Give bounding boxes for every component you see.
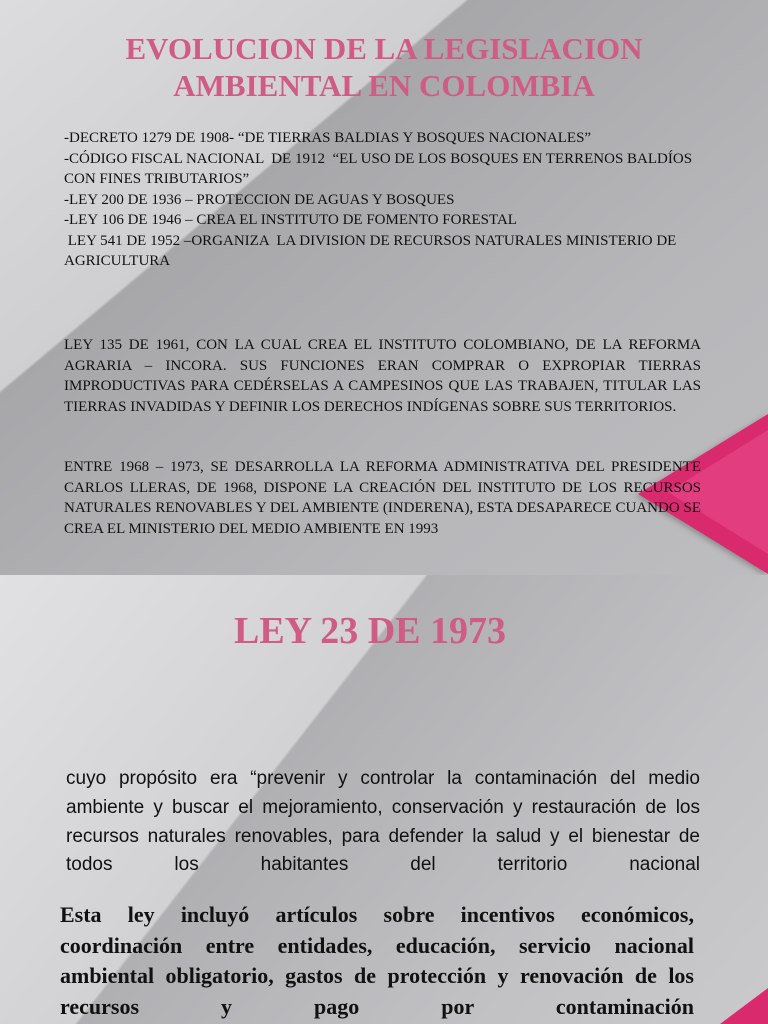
inderena-paragraph: ENTRE 1968 – 1973, SE DESARROLLA LA REFORMA ADMINISTRATIVA DEL PRESIDENTE CARLOS LLERAS, DE 1968, DISPONE LA CREACIÓN DEL INSTITUTO DE LOS RECURSOS NATURALES RENOVABLES Y DEL AMBIENTE (INDERENA), ESTA DESAPARECE CUANDO SE CREA EL MINISTERIO DEL MEDIO AMBIENTE EN 1993 bbox=[64, 459, 701, 537]
law-item: LEY 541 DE 1952 –ORGANIZA LA DIVISION DE RECURSOS NATURALES MINISTERIO DE AGRICULTURA bbox=[64, 232, 680, 269]
law-list bbox=[64, 128, 701, 272]
incora-paragraph: LEY 135 DE 1961, CON LA CUAL CREA EL INSTITUTO COLOMBIANO, DE LA REFORMA AGRARIA – INCORA. SUS FUNCIONES ERAN COMPRAR O EXPROPIAR TIERRAS IMPRODUCTIVAS PARA CEDÉRSELAS A CAMPESINOS QUE LAS TRABAJEN, TITULAR LAS TIERRAS INVADIDAS Y DEFINIR LOS DERECHOS INDÍGENAS SOBRE SUS TERRITORIOS. bbox=[64, 337, 701, 415]
slide-title: EVOLUCION DE LA LEGISLACION AMBIENTAL EN COLOMBIA bbox=[125, 31, 643, 103]
magenta-corner-accent bbox=[720, 988, 768, 1024]
law-item: -CÓDIGO FISCAL NACIONAL DE 1912 “EL USO DE LOS BOSQUES EN TERRENOS BALDÍOS CON FINES TRIBUTARIOS” bbox=[64, 150, 696, 187]
law-item: -LEY 106 DE 1946 – CREA EL INSTITUTO DE FOMENTO FORESTAL bbox=[64, 212, 517, 228]
law-item: -LEY 200 DE 1936 – PROTECCION DE AGUAS Y BOSQUES bbox=[64, 191, 455, 208]
slide-ley-23 bbox=[0, 575, 768, 1024]
purpose-paragraph: cuyo propósito era “prevenir y controlar la contaminación del medio ambiente y buscar el mejoramiento, conservación y restauración de los recursos naturales renovables, para defender la salud y el bienestar de todos los habitantes del territorio nacional bbox=[66, 768, 700, 876]
includes-paragraph: Esta ley incluyó artículos sobre incentivos económicos, coordinación entre entidades, educación, servicio nacional ambiental obligatorio, gastos de protección y renovación de los recursos y pago por contaminación bbox=[60, 902, 694, 1019]
law-item: -DECRETO 1279 DE 1908- “DE TIERRAS BALDIAS Y BOSQUES NACIONALES” bbox=[64, 130, 592, 146]
slide-title: LEY 23 DE 1973 bbox=[233, 610, 506, 652]
